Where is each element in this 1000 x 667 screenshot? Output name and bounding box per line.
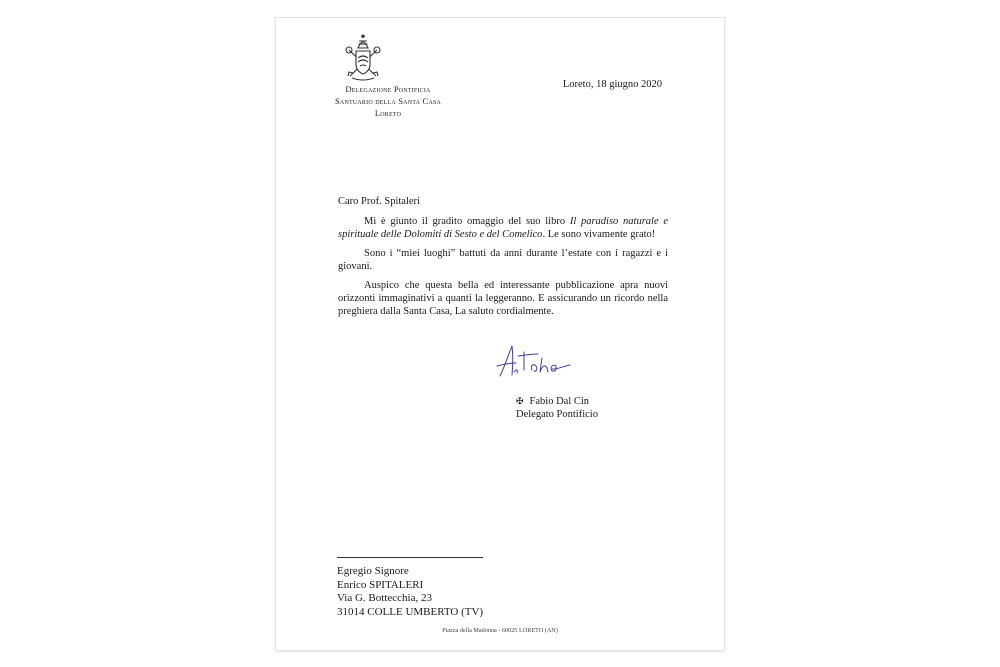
letter-body (338, 215, 668, 324)
address-line: 31014 COLLE UMBERTO (TV) (337, 605, 484, 618)
address-line: Via G. Bottecchia, 23 (337, 592, 432, 604)
body-text: Mi è giunto il gradito omaggio del suo libro (364, 216, 570, 227)
handwritten-signature (494, 342, 594, 378)
body-paragraph-2: Sono i “miei luoghi” battuti da anni durante l’estate con i ragazzi e i giovani. (338, 248, 668, 272)
body-paragraph-3: Auspico che questa bella ed interessante pubblicazione apra nuovi orizzonti immaginativi a quanti la leggeranno. E assicurando un ricordo nella preghiera dalla Santa Casa, La saluto cordialmente. (338, 280, 668, 317)
salutation: Caro Prof. Spitaleri (338, 196, 420, 207)
signer-name: Fabio Dal Cin (529, 396, 590, 407)
letter-footer: Piazza della Madonna - 60025 LORETO (AN) (442, 627, 558, 634)
signer-name-line (516, 395, 598, 408)
cross-icon: ✠ (516, 396, 524, 406)
letterhead-line: Loreto (374, 108, 402, 118)
papal-coat-of-arms-icon (343, 34, 383, 82)
letterhead (298, 83, 478, 119)
letterhead-line: Delegazione Pontificia (345, 84, 431, 94)
address-divider (337, 557, 483, 558)
recipient-address (337, 565, 483, 619)
letter-date: Loreto, 18 giugno 2020 (562, 79, 662, 90)
address-line: Enrico SPITALERI (337, 578, 424, 591)
signer-block (516, 395, 598, 421)
body-paragraph-1 (338, 215, 668, 241)
address-line: Egregio Signore (337, 565, 409, 577)
letterhead-line: Santuario della Santa Casa (334, 96, 442, 106)
letter-page (276, 18, 724, 650)
body-text: . Le sono vivamente grato! (542, 229, 656, 240)
signer-title: Delegato Pontificio (516, 409, 598, 420)
book-title: Il paradiso naturale e spirituale delle Dolomiti di Sesto e del Comelico (338, 216, 668, 240)
